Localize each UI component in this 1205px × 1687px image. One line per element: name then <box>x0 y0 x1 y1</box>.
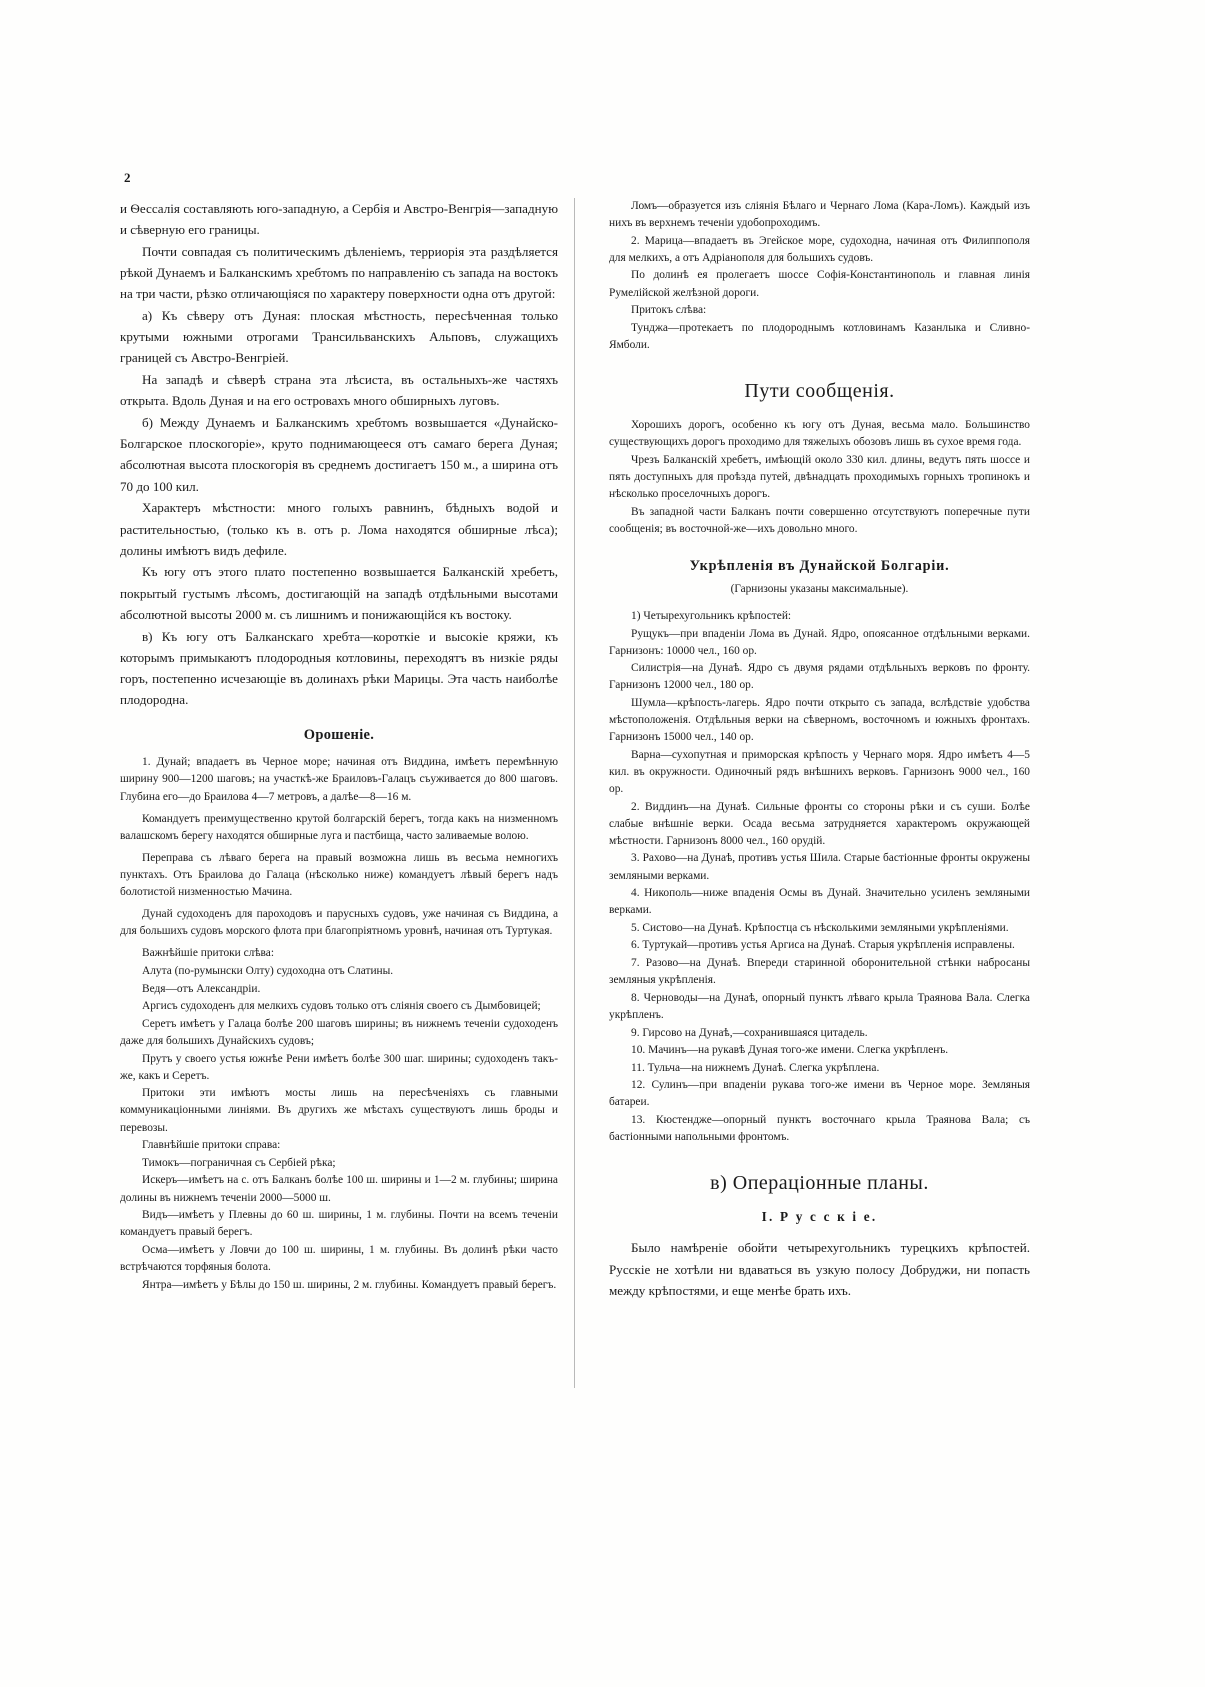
paragraph: Ведя—отъ Александріи. <box>142 982 261 995</box>
paragraph: 1. Дунай; впадаетъ въ Черное море; начиная отъ Виддина, имѣетъ перемѣнную ширину 900—1200 шаговъ; на участкѣ-же Браиловъ-Галацъ съуживается до 800 шаговъ. Глубина его—до Браилова 4—7 метровъ, а далѣе—8—16 м. <box>120 756 558 803</box>
paragraph: в) Къ югу отъ Балканскаго хребта—короткіе и высокіе кряжи, къ которымъ примыкаютъ плодородныя котловины, переходятъ въ низкіе ряды горъ, постепенно исчезающіе въ долинахъ рѣки Марицы. Эта часть наиболѣе плодородна. <box>120 628 558 708</box>
list-item: 6. Туртукай—противъ устья Аргиса на Дунаѣ. Старыя укрѣпленія исправлены. <box>631 939 1015 952</box>
garrison-note: (Гарнизоны указаны максимальные). <box>730 582 909 595</box>
paragraph: б) Между Дунаемъ и Балканскимъ хребтомъ возвышается «Дунайско-Болгарское плоскогоріе», круто поднимающееся отъ самаго берега Дуная; абсолютная высота плоскогорія въ среднемъ достигаетъ 150 м., а ширина отъ 70 до 100 кил. <box>120 415 558 494</box>
paragraph: Видъ—имѣетъ у Плевны до 60 ш. ширины, 1 м. глубины. Почти на всемъ теченіи командуетъ правый берегъ. <box>120 1209 558 1239</box>
list-item: 2. Виддинъ—на Дунаѣ. Сильные фронты со стороны рѣки и съ суши. Болѣе слабые внѣшніе верки. Осада весьма затрудняется характеромъ окружающей мѣстности. Гарнизонъ 8000 чел., 160 орудій. <box>609 800 1030 847</box>
paragraph: Почти совпадая съ политическимъ дѣленіемъ, терриорія эта раздѣляется рѣкой Дунаемъ и Балканскимъ хребтомъ по направленію съ запада на востокъ на три части, рѣзко отличающіяся по характеру поверхности одна отъ другой: <box>120 243 558 302</box>
paragraph: Ломъ—образуется изъ сліянія Бѣлаго и Чернаго Лома (Кара-Ломъ). Каждый изъ нихъ въ верхнемъ теченіи удобопроходимъ. <box>609 200 1030 230</box>
paragraph: Въ западной части Балканъ почти совершенно отсутствуютъ поперечные пути сообщенія; въ восточной-же—ихъ довольно много. <box>609 505 1030 535</box>
paragraph: Важнѣйшіе притоки слѣва: <box>142 947 274 960</box>
list-item: 10. Мачинъ—на рукавѣ Дуная того-же имени. Слегка укрѣпленъ. <box>631 1044 949 1057</box>
paragraph: Характеръ мѣстности: много голыхъ равнинъ, бѣдныхъ водой и растительностью, (только къ в. отъ р. Лома находятся обширные лѣса); долины имѣютъ видъ дефиле. <box>120 500 558 558</box>
section-heading-irrigation: Орошеніе. <box>303 727 375 744</box>
paragraph: Тимокъ—пограничная съ Сербіей рѣка; <box>142 1156 336 1169</box>
list-item: 13. Кюстендже—опорный пунктъ восточнаго крыла Траянова Вала; съ бастіонными напольными фронтомъ. <box>609 1114 1030 1144</box>
paragraph: Серетъ имѣетъ у Галаца болѣе 200 шаговъ ширины; въ нижнемъ теченіи судоходенъ даже для большихъ Дунайскихъ судовъ; <box>120 1017 558 1048</box>
list-item: 4. Никополь—ниже впаденія Осмы въ Дунай. Значительно усиленъ земляными верками. <box>609 887 1030 917</box>
section-heading-plans: в) Операціонные планы. <box>710 1172 929 1195</box>
paragraph: Искеръ—имѣетъ на с. отъ Балканъ болѣе 100 ш. ширины и 1—2 м. глубины; ширина долины въ нижнемъ теченіи 2000—5000 ш. <box>120 1174 558 1204</box>
paragraph: Переправа съ лѣваго берега на правый возможна лишь въ весьма немногихъ пунктахъ. Отъ Браилова до Галаца (нѣсколько ниже) командуетъ лѣвый берегъ надъ болотистой низменностью Мачина. <box>120 851 558 899</box>
page-number: 2 <box>124 170 131 185</box>
section-heading-routes: Пути сообщенія. <box>744 379 895 402</box>
paragraph: На западѣ и сѣверѣ страна эта лѣсиста, въ остальныхъ-же частяхъ открыта. Вдоль Дуная и на его островахъ много обширныхъ луговъ. <box>120 372 558 409</box>
paragraph: По долинѣ ея пролегаетъ шоссе Софія-Константинополь и главная линія Румелійской желѣзной дороги. <box>609 269 1030 299</box>
paragraph: Осма—имѣетъ у Ловчи до 100 ш. ширины, 1 м. глубины. Въ долинѣ рѣки часто встрѣчаются торфяныя болота. <box>120 1243 558 1273</box>
subsection-heading-russian: I. Р у с с к і е. <box>761 1209 878 1225</box>
paragraph: Къ югу отъ этого плато постепенно возвышается Балканскій хребетъ, покрытый густымъ лѣсомъ, достигающій на западѣ отдѣльными высотами абсолютной высоты 2000 м. съ лишнимъ и понижающійся къ востоку. <box>120 564 558 622</box>
list-item: 1) Четырехугольникъ крѣпостей: <box>631 609 792 622</box>
left-column <box>120 198 575 1388</box>
list-item: Шумла—крѣпость-лагерь. Ядро почти открыто съ запада, вслѣдствіе удобства мѣстоположенія. Отдѣльныя верки на сѣверномъ, восточномъ и южныхъ фронтахъ. Гарнизонъ 15000 чел., 140 ор. <box>609 696 1030 744</box>
list-item: 7. Разово—на Дунаѣ. Впереди старинной оборонительной стѣнки набросаны земляныя укрѣпленія. <box>609 957 1030 987</box>
right-column <box>575 198 1030 1388</box>
paragraph: Алута (по-румынски Олту) судоходна отъ Слатины. <box>142 965 394 978</box>
paragraph: 2. Марица—впадаетъ въ Эгейское море, судоходна, начиная отъ Филиппополя для мелкихъ, а отъ Адріанополя для большихъ судовъ. <box>609 234 1030 264</box>
paragraph: Тунджа—протекаетъ по плодороднымъ котловинамъ Казанлыка и Сливно-Ямболи. <box>609 321 1030 351</box>
list-item: 9. Гирсово на Дунаѣ,—сохранившаяся цитадель. <box>631 1026 868 1039</box>
two-column-layout <box>120 198 1085 1388</box>
paragraph: Дунай судоходенъ для пароходовъ и парусныхъ судовъ, уже начиная съ Виддина, а для большихъ судовъ морского флота при благопріятномъ уровнѣ, начиная отъ Туртукая. <box>120 908 558 938</box>
paragraph: Прутъ у своего устья южнѣе Рени имѣетъ болѣе 300 шаг. ширины; судоходенъ такъ-же, какъ и Серетъ. <box>120 1052 558 1082</box>
paragraph: Чрезъ Балканскій хребетъ, имѣющій около 330 кил. длины, ведутъ пять шоссе и пять доступныхъ для проѣзда путей, двѣнадцать проходимыхъ горныхъ тропинокъ и нѣсколько проселочныхъ дорогъ. <box>609 453 1030 500</box>
paragraph: и Ѳессалія составляють юго-западную, а Сербія и Австро-Венгрія—западную и сѣверную его границы. <box>120 201 558 238</box>
paragraph: а) Къ сѣверу отъ Дуная: плоская мѣстность, пересѣченная только крутыми южными отрогами Трансильванскихъ Альповъ, служащихъ границей съ Австро-Венгріей. <box>120 308 558 366</box>
list-item: 11. Тульча—на нижнемъ Дунаѣ. Слегка укрѣплена. <box>631 1061 880 1074</box>
paragraph: Аргисъ судоходенъ для мелкихъ судовъ только отъ сліянія своего съ Дымбовицей; <box>142 1000 541 1013</box>
paragraph: Янтра—имѣетъ у Бѣлы до 150 ш. ширины, 2 м. глубины. Командуетъ правый берегъ. <box>142 1278 557 1291</box>
paragraph: Главнѣйшіе притоки справа: <box>142 1139 281 1152</box>
list-item: Варна—сухопутная и приморская крѣпость у Чернаго моря. Ядро имѣетъ 4—5 кил. въ окружности. Одиночный рядъ внѣшнихъ верковъ. Гарнизонъ 9000 чел., 160 ор. <box>609 748 1030 795</box>
section-heading-fortifications: Укрѣпленія въ Дунайской Болгаріи. <box>689 557 950 574</box>
paragraph: Командуетъ преимущественно крутой болгарскій берегъ, тогда какъ на низменномъ валашскомъ берегу находятся обширные луга и пастбища, часто заливаемые волою. <box>120 812 558 842</box>
paragraph: Хорошихъ дорогъ, особенно къ югу отъ Дуная, весьма мало. Большинство существующихъ дорогъ проходимо для тяжелыхъ обозовъ лишь въ сухое время года. <box>609 418 1030 449</box>
list-item: Рущукъ—при впаденіи Лома въ Дунай. Ядро, опоясанное отдѣльными верками. Гарнизонъ: 10000 чел., 160 ор. <box>609 627 1030 657</box>
list-item: 3. Рахово—на Дунаѣ, противъ устья Шила. Старые бастіонные фронты окружены земляными верками. <box>609 852 1030 882</box>
list-item: 8. Черноводы—на Дунаѣ, опорный пунктъ лѣваго крыла Траянова Вала. Слегка укрѣпленъ. <box>609 991 1030 1021</box>
list-item: 5. Систово—на Дунаѣ. Крѣпостца съ нѣсколькими земляными укрѣпленіями. <box>631 921 1009 934</box>
list-item: 12. Сулинъ—при впаденіи рукава того-же имени въ Черное море. Земляныя батареи. <box>609 1079 1030 1109</box>
paragraph: Притоки эти имѣютъ мосты лишь на пересѣченіяхъ съ главными коммуникаціонными линіями. Въ другихъ же мѣстахъ существуютъ лишь броды и перевозы. <box>120 1087 558 1134</box>
list-item: Силистрія—на Дунаѣ. Ядро съ двумя рядами отдѣльныхъ верковъ по фронту. Гарнизонъ 12000 чел., 180 ор. <box>609 662 1030 692</box>
paragraph: Притокъ слѣва: <box>631 304 707 317</box>
paragraph: Было намѣреніе обойти четырехугольникъ турецкихъ крѣпостей. Русскіе не хотѣли ни вдаваться въ узкую полосу Добруджи, ни попасть между крѣпостями, и еще менѣе брать ихъ. <box>609 1240 1030 1298</box>
